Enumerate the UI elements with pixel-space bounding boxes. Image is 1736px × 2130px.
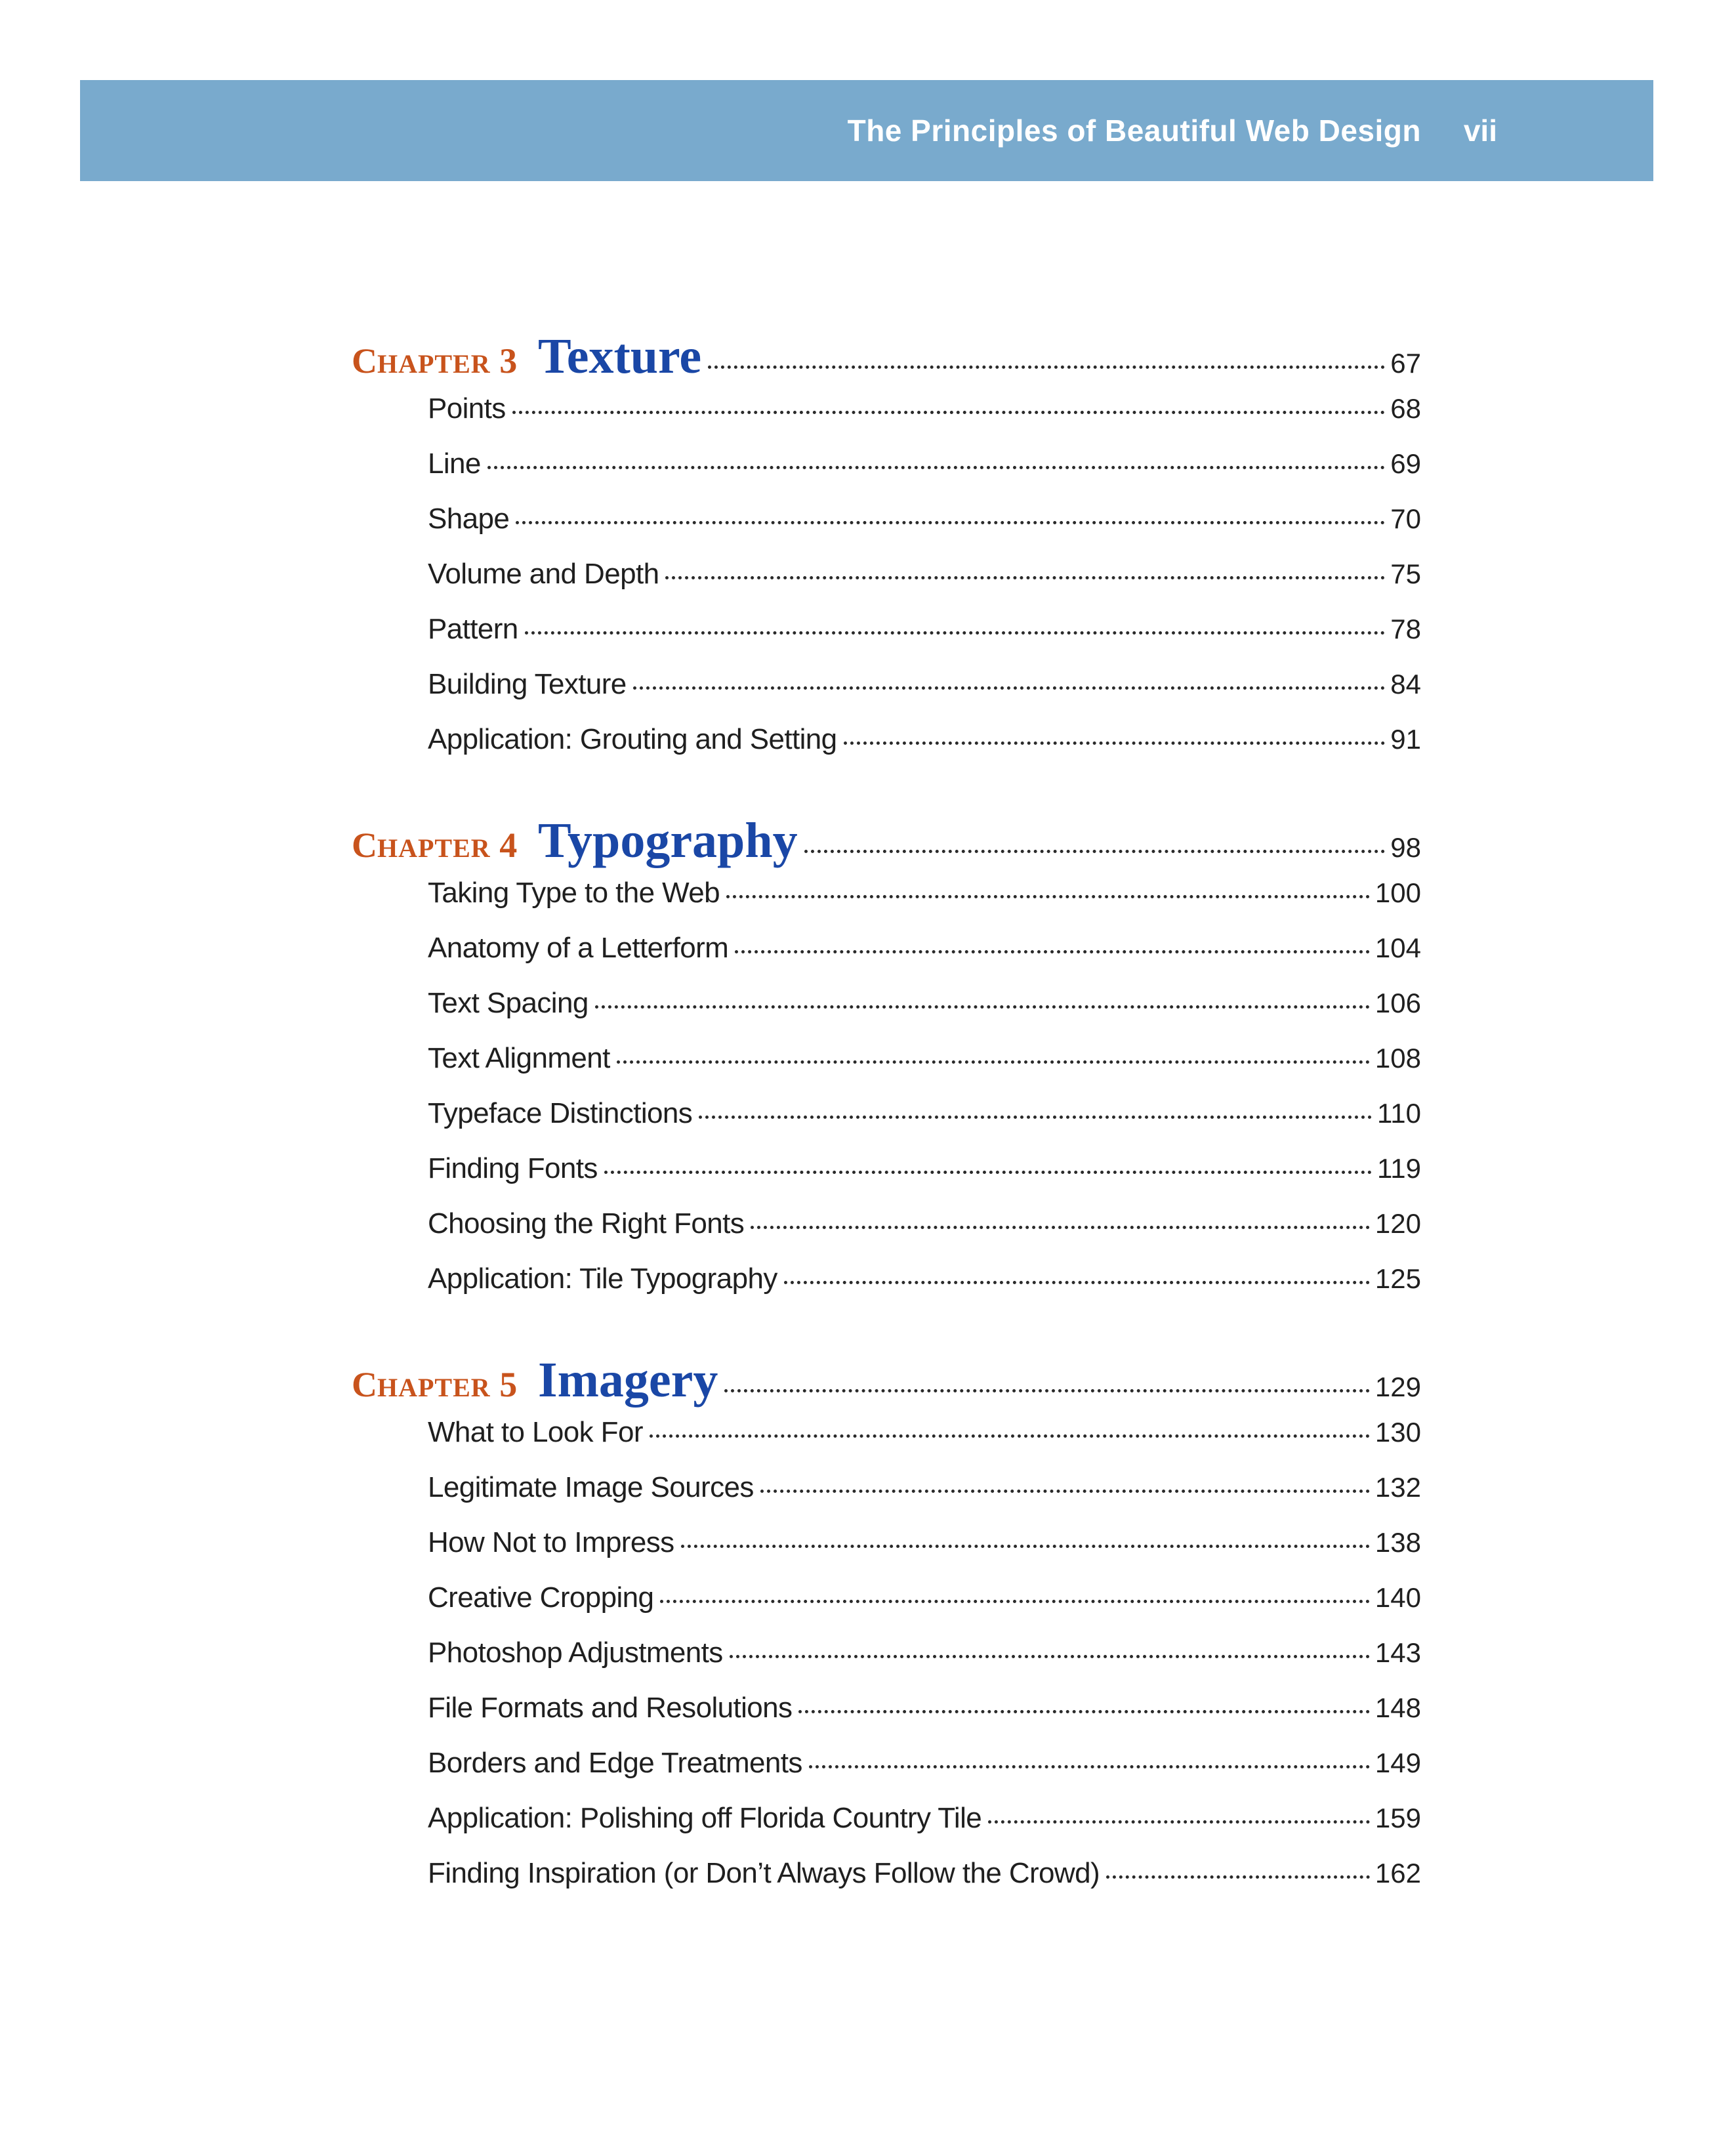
- toc-entry-page: 91: [1390, 724, 1421, 755]
- dot-leader: [988, 1820, 1370, 1824]
- toc-entry-page: 108: [1374, 1043, 1421, 1074]
- toc-entry[interactable]: [428, 1581, 1421, 1621]
- toc-entry[interactable]: [428, 613, 1421, 652]
- dot-leader: [735, 950, 1370, 953]
- dot-leader: [617, 1060, 1370, 1064]
- dot-leader: [760, 1490, 1370, 1493]
- toc-entry-label: Finding Inspiration (or Don’t Always Follow the Crowd): [428, 1857, 1100, 1889]
- dot-leader: [784, 1281, 1370, 1284]
- toc-entry-label: Photoshop Adjustments: [428, 1637, 723, 1669]
- chapter-heading[interactable]: [352, 812, 1421, 868]
- toc-entry[interactable]: [428, 1042, 1421, 1081]
- dot-leader: [1106, 1875, 1370, 1879]
- toc-entry-page: 68: [1390, 393, 1421, 424]
- chapter-page-number: 129: [1374, 1371, 1421, 1402]
- toc-entry-label: Text Alignment: [428, 1042, 610, 1074]
- book-title: The Principles of Beautiful Web Design: [847, 114, 1421, 148]
- toc-entry-label: File Formats and Resolutions: [428, 1692, 793, 1724]
- chapter-label: CHAPTER 5: [352, 1365, 518, 1404]
- dot-leader: [516, 521, 1385, 524]
- dot-leader: [525, 631, 1386, 635]
- dot-leader: [751, 1226, 1370, 1229]
- chapter-label: CHAPTER 3: [352, 341, 518, 381]
- chapter-page-number: 98: [1390, 832, 1421, 863]
- toc-entry[interactable]: [428, 1097, 1421, 1137]
- chapter-title: Typography: [538, 813, 798, 868]
- toc-entry-page: 119: [1377, 1153, 1421, 1184]
- toc-entry[interactable]: [428, 932, 1421, 971]
- toc-entry-label: Pattern: [428, 613, 518, 645]
- dot-leader: [726, 895, 1370, 898]
- dot-leader: [809, 1765, 1370, 1768]
- toc-entry[interactable]: [428, 1416, 1421, 1455]
- toc-entry[interactable]: [428, 987, 1421, 1026]
- toc-entry-label: Typeface Distinctions: [428, 1097, 693, 1129]
- toc-entry-page: 70: [1390, 503, 1421, 534]
- toc-entry-page: 143: [1374, 1637, 1421, 1668]
- toc-entry-label: Application: Tile Typography: [428, 1263, 777, 1295]
- running-header: [80, 80, 1653, 181]
- dot-leader: [844, 741, 1386, 745]
- dot-leader: [798, 1710, 1369, 1713]
- toc-entry-page: 110: [1377, 1098, 1421, 1129]
- toc-entry-page: 132: [1374, 1472, 1421, 1503]
- dot-leader: [681, 1545, 1370, 1548]
- dot-leader: [708, 365, 1385, 369]
- toc-entry-label: Legitimate Image Sources: [428, 1471, 754, 1503]
- toc-entry-page: 149: [1374, 1747, 1421, 1778]
- dot-leader: [665, 576, 1385, 579]
- dot-leader: [604, 1171, 1372, 1174]
- dot-leader: [730, 1655, 1370, 1658]
- toc-entry-page: 120: [1374, 1208, 1421, 1239]
- toc-entry-page: 78: [1390, 614, 1421, 644]
- toc-entry[interactable]: [428, 1692, 1421, 1731]
- dot-leader: [512, 411, 1386, 414]
- dot-leader: [487, 466, 1385, 469]
- toc-entry[interactable]: [428, 1263, 1421, 1302]
- toc-entry[interactable]: [428, 1207, 1421, 1247]
- toc-entry-label: Text Spacing: [428, 987, 589, 1019]
- dot-leader: [724, 1389, 1370, 1392]
- chapter-label: CHAPTER 4: [352, 825, 518, 865]
- dot-leader: [699, 1116, 1372, 1119]
- toc-entry[interactable]: [428, 723, 1421, 762]
- dot-leader: [804, 850, 1386, 853]
- toc-entry-page: 162: [1374, 1858, 1421, 1889]
- chapter-title: Texture: [538, 329, 702, 384]
- toc-entry-page: 100: [1374, 877, 1421, 908]
- toc-entry-page: 140: [1374, 1582, 1421, 1613]
- toc-entry[interactable]: [428, 1637, 1421, 1676]
- dot-leader: [650, 1434, 1370, 1438]
- toc-entry-page: 130: [1374, 1417, 1421, 1448]
- toc-entry[interactable]: [428, 1802, 1421, 1841]
- toc-entry-label: Creative Cropping: [428, 1581, 654, 1614]
- chapter-heading[interactable]: [352, 1352, 1421, 1408]
- toc-entry[interactable]: [428, 1857, 1421, 1896]
- toc-entry[interactable]: [428, 668, 1421, 707]
- toc-entry-label: Volume and Depth: [428, 558, 659, 590]
- toc-entry[interactable]: [428, 503, 1421, 542]
- dot-leader: [633, 686, 1386, 690]
- toc-entry[interactable]: [428, 877, 1421, 916]
- toc-entry-label: Points: [428, 392, 506, 425]
- toc-entry-label: Anatomy of a Letterform: [428, 932, 729, 964]
- toc-entry-label: Application: Polishing off Florida Country Tile: [428, 1802, 982, 1834]
- toc-entry[interactable]: [428, 1471, 1421, 1511]
- toc-entry-label: What to Look For: [428, 1416, 643, 1448]
- toc-entry-page: 138: [1374, 1527, 1421, 1558]
- toc-entry-label: Taking Type to the Web: [428, 877, 720, 909]
- toc-entry-page: 69: [1390, 448, 1421, 479]
- toc-entry[interactable]: [428, 1747, 1421, 1786]
- toc-entry-page: 159: [1374, 1803, 1421, 1833]
- toc-entry-label: Application: Grouting and Setting: [428, 723, 837, 755]
- toc-entry[interactable]: [428, 1526, 1421, 1566]
- toc-entry-page: 75: [1390, 558, 1421, 589]
- toc-entry-label: Shape: [428, 503, 510, 535]
- toc-entry[interactable]: [428, 1152, 1421, 1192]
- toc-entry-label: Choosing the Right Fonts: [428, 1207, 745, 1240]
- toc-entry-label: Finding Fonts: [428, 1152, 598, 1184]
- chapter-title: Imagery: [538, 1352, 718, 1408]
- dot-leader: [595, 1005, 1370, 1009]
- page-number: vii: [1463, 114, 1497, 148]
- toc-entry[interactable]: [428, 448, 1421, 487]
- toc-entry-label: Borders and Edge Treatments: [428, 1747, 802, 1779]
- toc-entry-label: Line: [428, 448, 481, 480]
- chapter-heading[interactable]: [352, 328, 1421, 384]
- toc-entry-page: 125: [1374, 1263, 1421, 1294]
- toc-entry-page: 84: [1390, 669, 1421, 700]
- toc-entry-page: 104: [1374, 932, 1421, 963]
- toc-entry-label: How Not to Impress: [428, 1526, 674, 1558]
- toc-entry-page: 106: [1374, 988, 1421, 1018]
- dot-leader: [660, 1600, 1370, 1603]
- toc-entry-page: 148: [1374, 1692, 1421, 1723]
- toc-entry[interactable]: [428, 558, 1421, 597]
- toc-entry[interactable]: [428, 392, 1421, 432]
- chapter-page-number: 67: [1390, 348, 1421, 379]
- toc-entry-label: Building Texture: [428, 668, 627, 700]
